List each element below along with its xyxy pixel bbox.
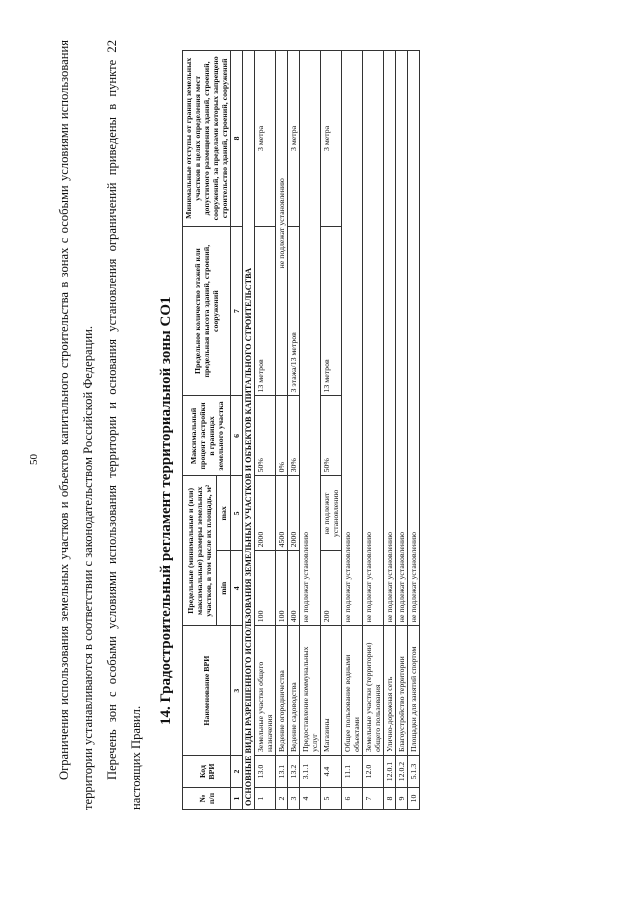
- table-row: [288, 51, 300, 810]
- row-not-set: не подлежат установлению: [384, 51, 396, 626]
- row-code: 4.4: [321, 756, 342, 788]
- row-pct: 30%: [288, 396, 300, 476]
- row-floors: 3 этажа/13 метров: [288, 226, 300, 396]
- row-not-set: не подлежат установлению: [342, 51, 363, 626]
- row-max: 2000: [288, 476, 300, 551]
- table-row: [342, 51, 363, 810]
- row-pct: 50%: [321, 396, 342, 476]
- row-name: Улично-дорожная сеть: [384, 626, 396, 756]
- paragraph-1: Ограничения использования земельных участков и объектов капитального строительства в зонах с особыми условиями использования территории устанавливаются в соответствии с законодательством Российской Федерации.: [57, 40, 95, 810]
- header-setback: Минимальные отступы от границ земельных участков в целях определения мест допустимого размещения зданий, строений, сооружений, за пределами которых запрещено строительство зданий, строений, сооружений: [183, 51, 231, 227]
- row-min: 200: [321, 551, 342, 626]
- row-num: 9: [396, 788, 408, 810]
- row-name: Магазины: [321, 626, 342, 756]
- header-floors: Предельное количество этажей или предельная высота зданий, строений, сооружений: [183, 226, 231, 396]
- row-name: Предоставление коммунальных услуг: [300, 626, 321, 756]
- row-num: 10: [408, 788, 420, 810]
- row-min: 400: [288, 551, 300, 626]
- row-name: Общее пользование водными объектами: [342, 626, 363, 756]
- regulation-table: [182, 50, 420, 810]
- header-size: Предельные (минимальные и (или) максимальные) размеры земельных участков, в том числе их площадь, м²: [183, 476, 217, 626]
- table-row: [255, 51, 276, 810]
- row-setback: 3 метра: [321, 51, 342, 227]
- table-row: [408, 51, 420, 810]
- table-row: [276, 51, 288, 810]
- header-row: [183, 51, 217, 810]
- row-min: 100: [276, 551, 288, 626]
- row-code: 3.1.1: [300, 756, 321, 788]
- paragraph-restrictions: [52, 40, 148, 810]
- row-code: 12.0.2: [396, 756, 408, 788]
- header-pct: Максимальный процент застройки в границах земельного участка: [183, 396, 231, 476]
- row-max: не подлежит установлению: [321, 476, 342, 551]
- row-num: 1: [255, 788, 276, 810]
- row-name: Ведение садоводства: [288, 626, 300, 756]
- row-name: Земельные участки (территории) общего пользования: [363, 626, 384, 756]
- row-name: Земельные участки общего назначения: [255, 626, 276, 756]
- row-name: Ведение огородничества: [276, 626, 288, 756]
- row-num: 6: [342, 788, 363, 810]
- page-number: 50: [28, 454, 40, 465]
- col-number: 6: [231, 396, 243, 476]
- row-not-set: не подлежат установлению: [396, 51, 408, 626]
- col-number: 2: [231, 756, 243, 788]
- table-row: [396, 51, 408, 810]
- table-row: [384, 51, 396, 810]
- row-code: 13.2: [288, 756, 300, 788]
- row-max: 4500: [276, 476, 288, 551]
- col-number: 4: [231, 551, 243, 626]
- row-code: 5.1.3: [408, 756, 420, 788]
- col-number: 5: [231, 476, 243, 551]
- row-num: 5: [321, 788, 342, 810]
- regulation-heading: 14. Градостроительный регламент территориальной зоны СО1: [158, 296, 174, 725]
- row-name: Площадки для занятий спортом: [408, 626, 420, 756]
- row-code: 11.1: [342, 756, 363, 788]
- row-num: 2: [276, 788, 288, 810]
- header-max: max: [217, 476, 231, 551]
- table-row: [363, 51, 384, 810]
- row-num: 8: [384, 788, 396, 810]
- row-min: 100: [255, 551, 276, 626]
- col-number: 7: [231, 226, 243, 396]
- column-number-row: [231, 51, 243, 810]
- row-setback: 3 метра: [288, 51, 300, 227]
- row-num: 3: [288, 788, 300, 810]
- row-setback: 3 метра: [255, 51, 276, 227]
- row-not-set: не подлежат установлению: [363, 51, 384, 626]
- row-pct: 50%: [255, 396, 276, 476]
- header-num: № п/п: [183, 788, 231, 810]
- col-number: 1: [231, 788, 243, 810]
- row-code: 13.1: [276, 756, 288, 788]
- col-number: 3: [231, 626, 243, 756]
- header-min: min: [217, 551, 231, 626]
- header-code: Код ВРИ: [183, 756, 231, 788]
- row-code: 12.0.1: [384, 756, 396, 788]
- paragraph-2: Перечень зон с особыми условиями использования территории и основания установления ограничений приведены в пункте 22 настоящих Правил.: [105, 40, 143, 810]
- row-num: 7: [363, 788, 384, 810]
- row-pct: 0%: [276, 396, 288, 476]
- row-not-set: не подлежат установлению: [300, 51, 321, 626]
- row-floors: 13 метров: [321, 226, 342, 396]
- row-max: 2000: [255, 476, 276, 551]
- row-code: 13.0: [255, 756, 276, 788]
- section-title: ОСНОВНЫЕ ВИДЫ РАЗРЕШЕННОГО ИСПОЛЬЗОВАНИЯ ЗЕМЕЛЬНЫХ УЧАСТКОВ И ОБЪЕКТОВ КАПИТАЛЬНОГО СТРОИТЕЛЬСТВА: [243, 51, 255, 810]
- section-row: [243, 51, 255, 810]
- header-name: Наименование ВРИ: [183, 626, 231, 756]
- col-number: 8: [231, 51, 243, 227]
- row-code: 12.0: [363, 756, 384, 788]
- row-num: 4: [300, 788, 321, 810]
- row-floors: 13 метров: [255, 226, 276, 396]
- table-row: [300, 51, 321, 810]
- row-not-set: не подлежат установлению: [276, 51, 288, 396]
- row-not-set: не подлежат установлению: [408, 51, 420, 626]
- row-name: Благоустройство территории: [396, 626, 408, 756]
- table-row: [321, 51, 342, 810]
